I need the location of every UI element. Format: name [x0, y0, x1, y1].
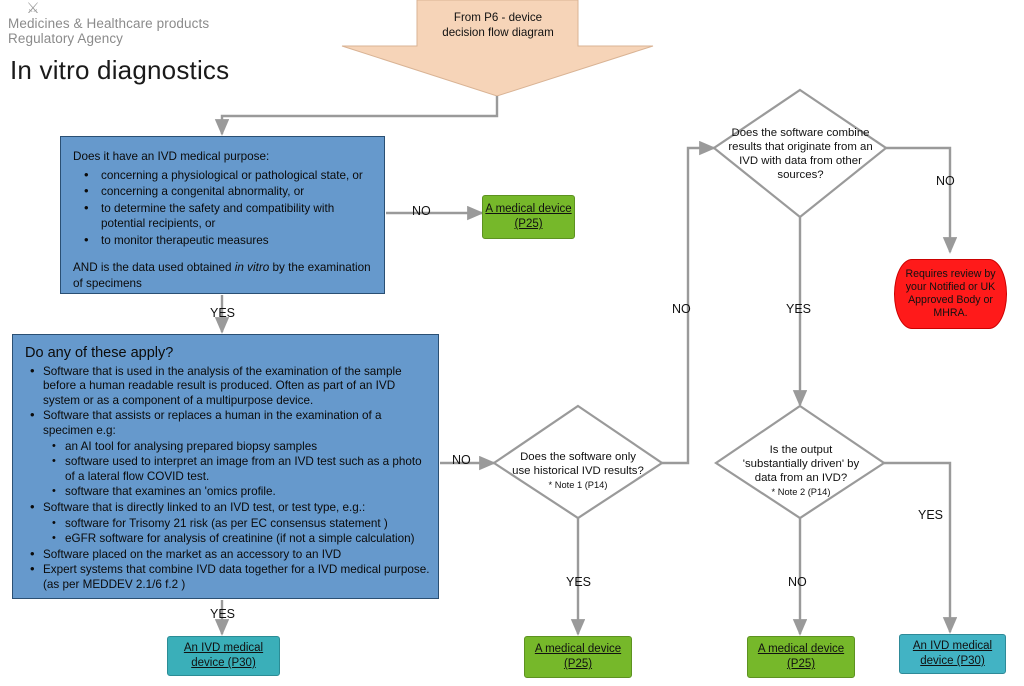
edge-label-yes-historical: YES [566, 575, 592, 589]
decision-substantially-line2: 'substantially driven' by [742, 458, 860, 470]
edge-label-no-left-up: NO [672, 302, 691, 316]
edge-label-no-substantially: NO [788, 575, 807, 589]
entry-banner-line1: From P6 - device [453, 11, 543, 24]
list-item: • Expert systems that combine IVD data together for a IVD medical purpose. (as per MEDDEV 2.1/6 f.2 ) [43, 563, 430, 592]
terminal-medical-device-mid[interactable] [524, 636, 632, 678]
terminal-ivd-medical-device-right[interactable] [899, 634, 1006, 674]
decision-substantially-line3: data from an IVD? [754, 472, 848, 484]
question-any-apply [12, 334, 439, 599]
list-item: • software for Trisomy 21 risk (as per EC consensus statement ) [65, 517, 430, 532]
decision-historical-results-text [498, 450, 658, 492]
question-ivd-purpose [60, 136, 385, 294]
entry-banner-line2: decision flow diagram [442, 26, 554, 39]
decision-historical-line2: use historical IVD results? [512, 465, 644, 477]
edge-label-no-combine: NO [936, 174, 955, 188]
terminal-line2: (P25) [786, 658, 816, 670]
terminal-medical-device-top[interactable] [482, 195, 575, 239]
tail-post: by the examination of specimens [73, 261, 371, 290]
edge-label-yes-combine: YES [786, 302, 812, 316]
edge-label-no-any-apply: NO [452, 453, 471, 467]
tail-italic: in vitro [234, 261, 270, 274]
decision-combine-line4: sources? [777, 169, 824, 181]
list-item: • to monitor therapeutic measures [101, 233, 374, 249]
edge-label-yes-substantially: YES [918, 508, 944, 522]
crown-crest-icon: ⚔ [26, 0, 40, 17]
terminal-line2: device (P30) [191, 657, 256, 669]
question-any-apply-bullets [23, 365, 430, 593]
edge-label-no-ivd-purpose: NO [412, 204, 431, 218]
terminal-line2: (P25) [563, 658, 593, 670]
terminal-notified-body[interactable] [894, 259, 1007, 329]
terminal-line2: your Notified or UK [905, 281, 996, 293]
terminal-line2: device (P30) [920, 655, 985, 667]
organisation-name: Medicines & Healthcare products Regulatory Agency [8, 16, 210, 46]
terminal-line1: An IVD medical [912, 640, 993, 652]
list-item [43, 409, 430, 500]
terminal-ivd-medical-device-left[interactable] [167, 636, 280, 676]
terminal-line1: A medical device [534, 643, 622, 655]
decision-combine-results-text [718, 126, 883, 182]
question-ivd-purpose-tail [73, 260, 374, 291]
list-item: • Software that is used in the analysis of the examination of the sample before a human readable result is produced. Often as part of an IVD system or as a component of a multipurpose device. [43, 365, 430, 409]
decision-combine-line3: IVD with data from other [739, 155, 862, 167]
sub-bullets [43, 517, 430, 547]
list-item-label: Software that is directly linked to an IVD test, or test type, e.g.: [43, 500, 366, 514]
question-any-apply-heading: Do any of these apply? [25, 345, 174, 361]
page-title: In vitro diagnostics [10, 55, 230, 85]
terminal-line1: A medical device [485, 203, 572, 215]
decision-substantially-driven-text [722, 443, 880, 499]
list-item: • Software placed on the market as an accessory to an IVD [43, 548, 430, 563]
decision-combine-line2: results that originate from an [728, 141, 873, 153]
terminal-medical-device-right[interactable] [747, 636, 855, 678]
list-item: • eGFR software for analysis of creatinine (if not a simple calculation) [65, 532, 430, 547]
list-item: • software used to interpret an image from an IVD test such as a photo of a lateral flow COVID test. [65, 455, 430, 484]
terminal-line1: Requires review by [905, 268, 996, 280]
decision-substantially-line1: Is the output [769, 444, 833, 456]
list-item [43, 501, 430, 547]
entry-banner-text [418, 10, 578, 40]
terminal-line3: Approved Body or [908, 294, 993, 306]
decision-historical-note: * Note 1 (P14) [548, 480, 608, 490]
tail-pre: AND is the data used obtained [73, 261, 235, 274]
list-item: • software that examines an 'omics profile. [65, 485, 430, 500]
decision-combine-line1: Does the software combine [731, 127, 870, 139]
list-item: • to determine the safety and compatibility with potential recipients, or [101, 201, 374, 232]
list-item: • an AI tool for analysing prepared biopsy samples [65, 440, 430, 455]
question-ivd-purpose-lead: Does it have an IVD medical purpose: [73, 150, 270, 163]
decision-substantially-note: * Note 2 (P14) [771, 487, 831, 497]
edge-label-yes-ivd-purpose: YES [210, 306, 236, 320]
list-item: • concerning a physiological or pathological state, or [101, 168, 374, 184]
list-item-label: Software that assists or replaces a human in the examination of a specimen e.g: [43, 409, 382, 437]
list-item: • concerning a congenital abnormality, or [101, 184, 374, 200]
terminal-line1: An IVD medical [183, 642, 264, 654]
decision-historical-line1: Does the software only [520, 451, 636, 463]
sub-bullets [43, 440, 430, 500]
question-ivd-purpose-bullets [73, 168, 374, 249]
terminal-line2: (P25) [514, 218, 543, 230]
edge-label-yes-any-apply: YES [210, 607, 236, 621]
terminal-line1: A medical device [757, 643, 845, 655]
terminal-line4: MHRA. [933, 307, 968, 319]
